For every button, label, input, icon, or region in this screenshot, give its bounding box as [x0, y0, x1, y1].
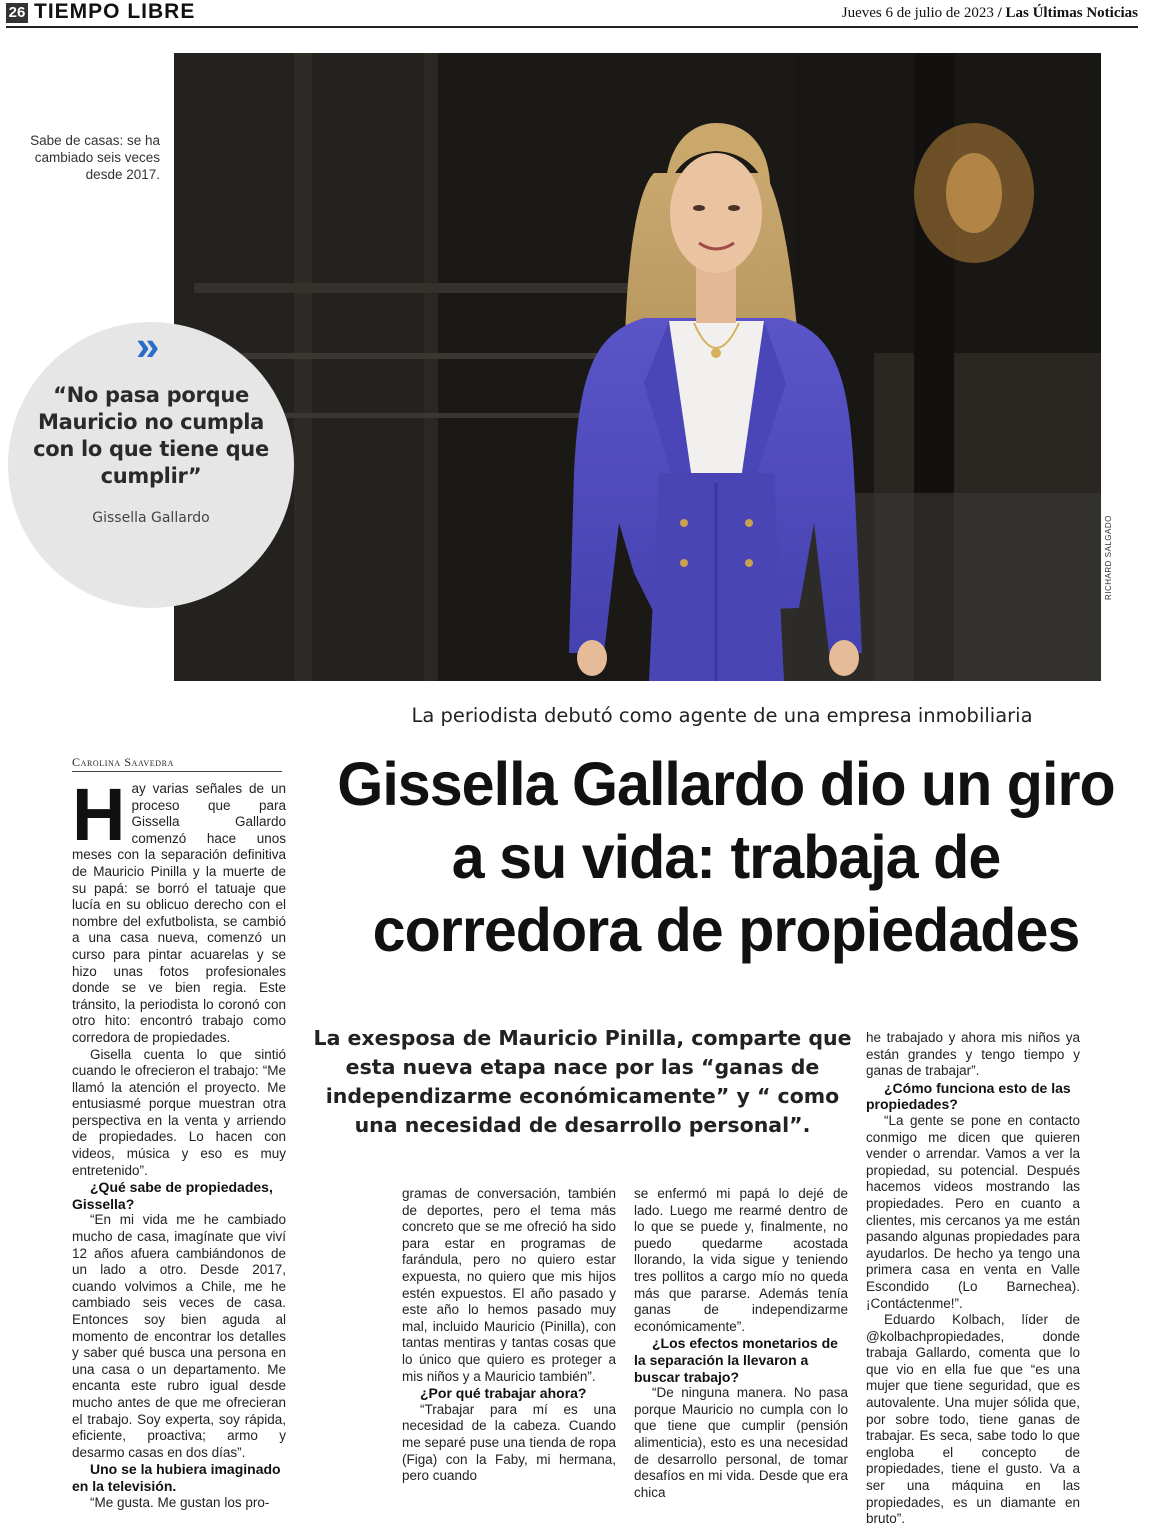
header-rule [6, 26, 1138, 28]
paragraph: “De ninguna manera. No pasa porque Mauricio no cumpla con lo que tiene que cumplir (pensión alimenticia), esto es una necesidad de desarrollo personal, de tomar desafíos en mi vida. Desde que era chica [634, 1385, 848, 1500]
article-byline [72, 755, 282, 772]
page-header [0, 0, 1150, 30]
interview-question: ¿Por qué trabajar ahora? [420, 1385, 587, 1402]
paragraph: Eduardo Kolbach, líder de @kolbachpropiedades, donde trabaja Gallardo, comenta que lo que vio en ella fue que “es una mujer que tiene seguridad, que es autovalente. Una mujer sólida que, por sobre todo, tiene ganas de trabajar. Es seca, sabe todo lo que engloba el concepto de propiedades, tiene el gusto. Va a ser una máquina en las propiedades, es un diamante en bruto”. [866, 1312, 1080, 1527]
paragraph: “En mi vida me he cambiado mucho de casa, imagínate que viví 12 años afuera cambiándonos de un lado a otro. Desde 2017, cuando volvimos a Chile, me he cambiado seis veces de casa. Entonces soy bien aguda al momento de encontrar los detalles y saber qué busca una persona en una casa o un departamento. Me encanta este rubro igual desde mucho antes de que me ofrecieran el trabajo. Soy experta, soy rápida, eficiente, proactiva; armo y desarmo casas en dos días”. [72, 1212, 286, 1460]
paragraph: he trabajado y ahora mis niños ya están grandes y tengo tiempo y ganas de trabajar”. [866, 1030, 1080, 1079]
publication-name: Las Últimas Noticias [1005, 5, 1138, 21]
date-separator: / [997, 5, 1002, 21]
main-photo [174, 53, 1101, 681]
page-number: 26 [6, 3, 28, 23]
paragraph: “Me gusta. Me gustan los pro- [90, 1494, 270, 1510]
article-headline: Gissella Gallardo dio un giro a su vida: trabaja de corredora de propiedades [337, 750, 1115, 964]
byline-name: Carolina Saavedra [72, 755, 174, 769]
article-kicker: La periodista debutó como agente de una empresa inmobiliaria [411, 704, 1033, 727]
photo-illustration [174, 53, 1101, 681]
photo-credit: RICHARD SALGADO [1104, 515, 1113, 600]
paragraph: se enfermó mi papá lo dejé de lado. Luego me rearmé dentro de lo que se puede y, finalmente, no puedo quedarme acostada llorando, la vida sigue y teniendo tres pollitos a cargo mío no queda más que pararse. Además tenía ganas de independizarme económicamente”. [634, 1186, 848, 1334]
interview-question: ¿Cómo funciona esto de las propiedades? [866, 1079, 1071, 1113]
paragraph: Gisella cuenta lo que sintió cuando le ofrecieron el trabajo: “Me llamó la atención el proyecto. Me entusiasmé porque muestran otra perspectiva en la venta y arriendo de propiedades. Lo hacen con videos, música y eso es muy entretenido”. [72, 1046, 286, 1178]
date-line [842, 5, 1138, 22]
interview-question: ¿Los efectos monetarios de la separación la llevaron a buscar trabajo? [634, 1335, 838, 1385]
article-column-2 [402, 1186, 616, 1485]
quote-marks-icon: » [136, 322, 154, 369]
article-column-4 [866, 1030, 1080, 1528]
paragraph: “Trabajar para mí es una necesidad de la cabeza. Cuando me separé puse una tienda de ropa (Figa) con la Faby, mi hermana, pero cuando [402, 1401, 616, 1484]
paragraph: ay varias señales de un proceso que para Gissella Gallardo comenzó hace unos meses con la separación definitiva de Mauricio Pinilla y la muerte de su papá: se borró el tatuaje que lucía en su oblicuo derecho con el nombre del exfutbolista, se cambió a una casa nueva, comenzó un curso para pintar acuarelas y se hizo unas fotos profesionales donde se ve bien regia. Este tránsito, la periodista lo coronó con otro hito: encontró trabajo como corredora de propiedades. [72, 781, 286, 1045]
article-column-3 [634, 1186, 848, 1501]
pull-quote-author: Gissella Gallardo [92, 510, 210, 526]
article-subhead: La exesposa de Mauricio Pinilla, comparte que esta nueva etapa nace por las “ganas de independizarme económicamente” y “ como una necesidad de desarrollo personal”. [313, 1026, 852, 1137]
article-column-1 [72, 773, 286, 1511]
photo-caption: Sabe de casas: se ha cambiado seis veces desde 2017. [30, 133, 160, 182]
section-title: TIEMPO LIBRE [34, 0, 196, 23]
pull-quote-text: “No pasa porque Mauricio no cumpla con lo que tiene que cumplir” [33, 383, 269, 488]
pull-quote [8, 322, 294, 608]
paragraph: “La gente se pone en contacto conmigo me dicen que quieren vender o arrendar. Vamos a ver la propiedad, su potencial. Después hacemos videos mostrando las propiedades. Pero en cuanto a clientes, mis cercanos ya me están pasando algunas propiedades para ayudarlos. De hecho ya tengo una primera casa en venta en Valle Escondido (Lo Barnechea). ¡Contáctenme!”. [866, 1112, 1080, 1311]
paragraph: gramas de conversación, también de deportes, pero el tema más concreto que se me ofreció ha sido para estar en programas de farándula, pero no quiero estar expuesta, no quiero que mis hijos estén expuestos. El año pasado y este año lo hemos pasado muy mal, incluido Mauricio (Pinilla), con tantas mentiras y tantas cosas que lo único que quiero es proteger a mis niños y a Mauricio también”. [402, 1186, 616, 1384]
drop-cap: H [72, 773, 126, 856]
interview-question: ¿Qué sabe de propiedades, Gissella? [72, 1179, 273, 1212]
issue-date: Jueves 6 de julio de 2023 [841, 5, 994, 21]
interview-question: Uno se la hubiera imaginado en la televisión. [72, 1461, 281, 1494]
